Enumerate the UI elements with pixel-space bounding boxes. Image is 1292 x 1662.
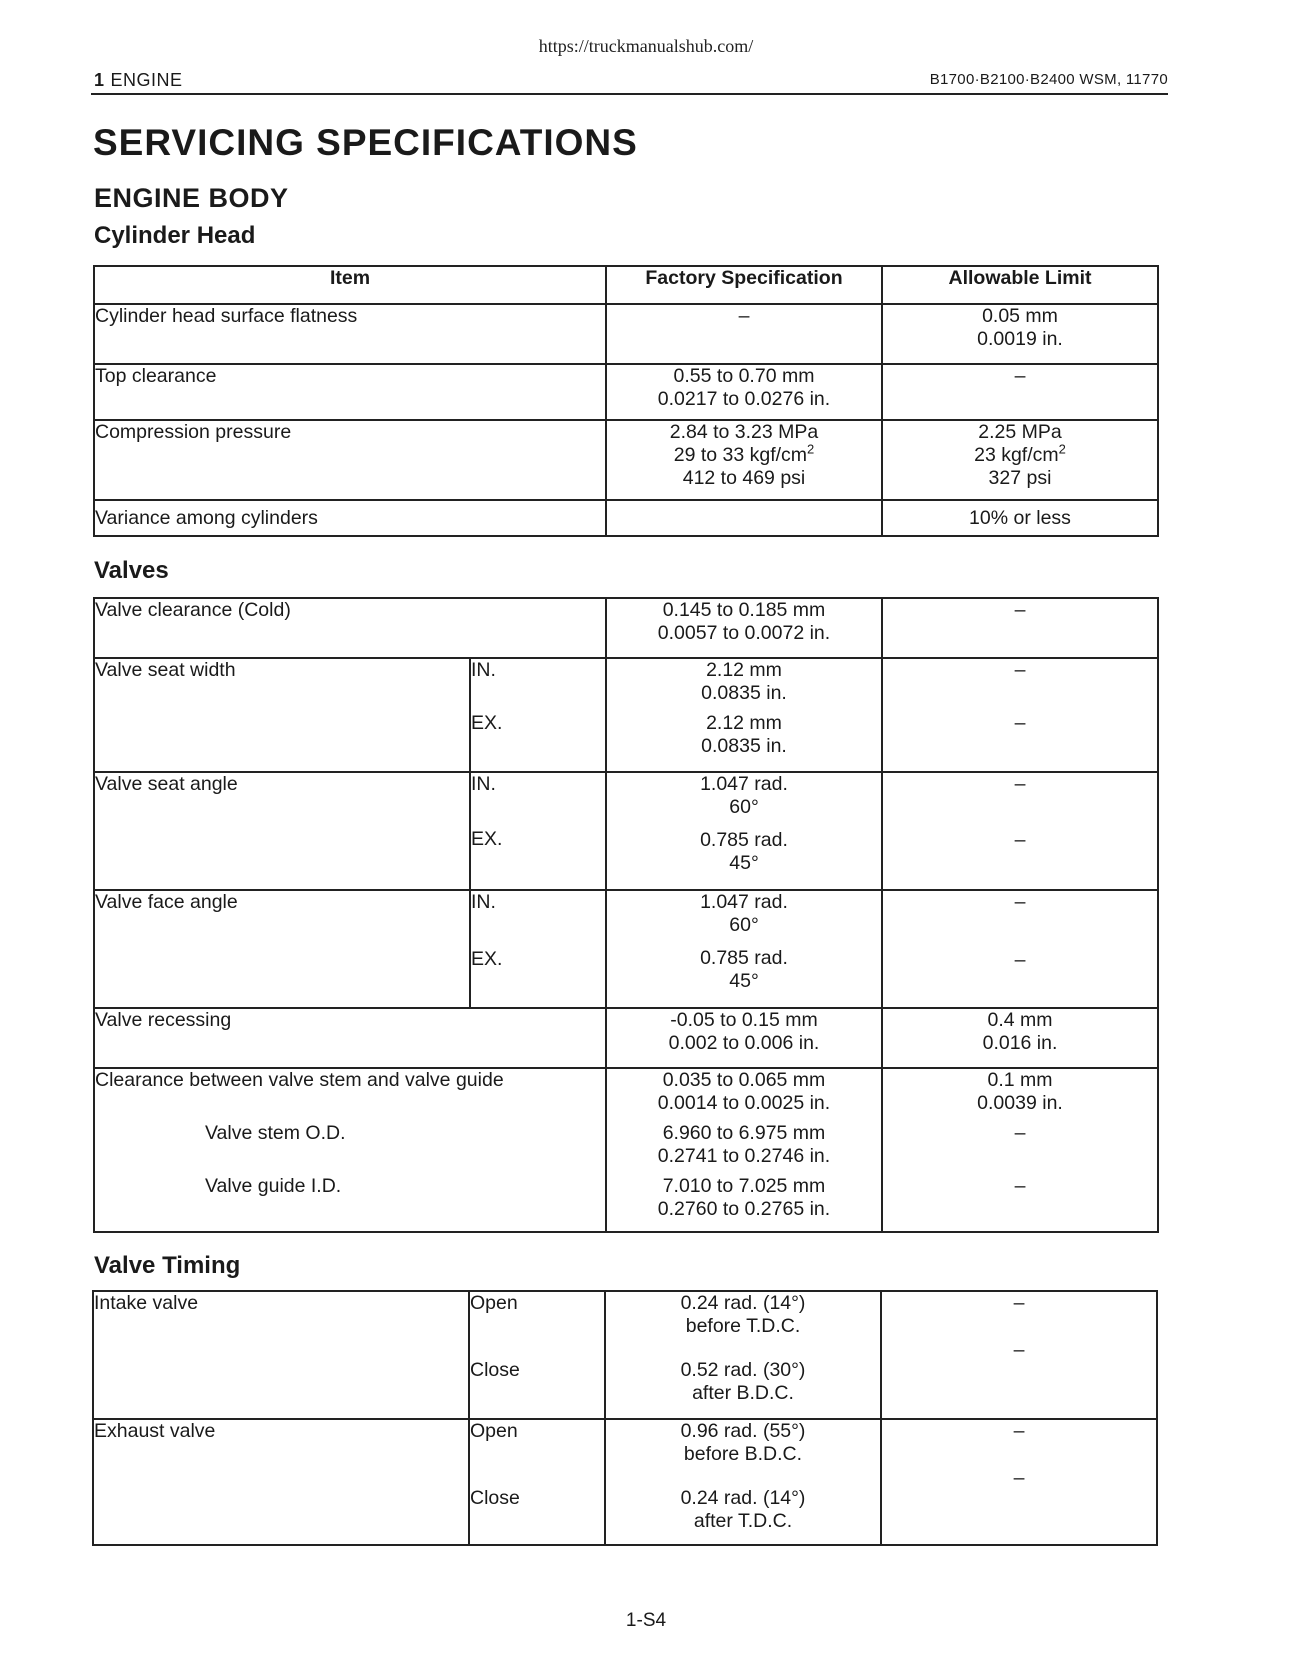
item-cell: Valve clearance (Cold) bbox=[94, 598, 606, 658]
model-label: B1700·B2100·B2400 WSM, 11770 bbox=[929, 71, 1168, 88]
factory-cell: 0.96 rad. (55°) before B.D.C. 0.24 rad. (14°) after T.D.C. bbox=[605, 1419, 881, 1545]
limit-cell: 0.1 mm 0.0039 in. – – bbox=[882, 1068, 1158, 1232]
page-number: 1-S4 bbox=[625, 1610, 667, 1631]
section-label bbox=[94, 70, 183, 91]
stem-guide-label: Clearance between valve stem and valve guide bbox=[95, 1069, 504, 1091]
factory-cell: 2.12 mm 0.0835 in. 2.12 mm 0.0835 in. bbox=[606, 658, 882, 772]
guide-id-label: Valve guide I.D. bbox=[205, 1175, 342, 1197]
section-number: 1 bbox=[94, 70, 105, 90]
item-cell: Compression pressure bbox=[94, 420, 606, 500]
page-title: SERVICING SPECIFICATIONS bbox=[93, 122, 638, 163]
item-cell: Variance among cylinders bbox=[94, 500, 606, 536]
limit-cell: – – bbox=[881, 1291, 1157, 1419]
column-header: Allowable Limit bbox=[882, 266, 1158, 304]
item-cell: Cylinder head surface flatness bbox=[94, 304, 606, 364]
item-cell: Valve face angle bbox=[94, 890, 470, 1008]
cylinder-head-heading: Cylinder Head bbox=[94, 222, 256, 249]
limit-cell: 0.05 mm 0.0019 in. bbox=[882, 304, 1158, 364]
factory-cell: 1.047 rad. 60° 0.785 rad. 45° bbox=[606, 890, 882, 1008]
item-cell: Top clearance bbox=[94, 364, 606, 420]
section-name: ENGINE bbox=[110, 70, 183, 90]
factory-cell: – bbox=[606, 304, 882, 364]
table-header-row bbox=[94, 266, 1158, 304]
valves-heading: Valves bbox=[94, 557, 169, 584]
limit-cell: – bbox=[882, 598, 1158, 658]
side-cell: IN. EX. bbox=[470, 658, 606, 772]
limit-cell: – – bbox=[882, 772, 1158, 890]
valve-timing-table bbox=[92, 1290, 1158, 1546]
factory-cell: 0.145 to 0.185 mm 0.0057 to 0.0072 in. bbox=[606, 598, 882, 658]
table-row bbox=[94, 890, 1158, 1008]
limit-cell: – bbox=[882, 364, 1158, 420]
item-cell: Exhaust valve bbox=[93, 1419, 469, 1545]
limit-cell: – – bbox=[882, 658, 1158, 772]
side-cell: Open Close bbox=[469, 1419, 605, 1545]
table-row bbox=[93, 1419, 1157, 1545]
item-cell: Intake valve bbox=[93, 1291, 469, 1419]
table-row bbox=[94, 364, 1158, 420]
header-rule bbox=[91, 93, 1168, 95]
limit-cell: 10% or less bbox=[882, 500, 1158, 536]
column-header: Item bbox=[94, 266, 606, 304]
item-cell: Valve seat width bbox=[94, 658, 470, 772]
table-row bbox=[94, 304, 1158, 364]
factory-cell bbox=[606, 500, 882, 536]
limit-cell: 0.4 mm 0.016 in. bbox=[882, 1008, 1158, 1068]
factory-cell: 0.55 to 0.70 mm 0.0217 to 0.0276 in. bbox=[606, 364, 882, 420]
factory-cell: -0.05 to 0.15 mm 0.002 to 0.006 in. bbox=[606, 1008, 882, 1068]
item-cell bbox=[94, 1068, 606, 1232]
section-subtitle: ENGINE BODY bbox=[94, 183, 289, 213]
item-cell: Valve recessing bbox=[94, 1008, 606, 1068]
table-row bbox=[94, 500, 1158, 536]
factory-cell: 1.047 rad. 60° 0.785 rad. 45° bbox=[606, 772, 882, 890]
stem-od-label: Valve stem O.D. bbox=[205, 1122, 346, 1144]
table-row bbox=[94, 598, 1158, 658]
side-cell: Open Close bbox=[469, 1291, 605, 1419]
factory-cell: 2.84 to 3.23 MPa 29 to 33 kgf/$cm^2$ 412 to 469 psi bbox=[606, 420, 882, 500]
limit-cell: – – bbox=[881, 1419, 1157, 1545]
table-row bbox=[94, 1008, 1158, 1068]
side-cell: IN. EX. bbox=[470, 772, 606, 890]
source-url[interactable]: https://truckmanualshub.com/ bbox=[538, 36, 754, 56]
limit-cell: – – bbox=[882, 890, 1158, 1008]
factory-cell: 0.035 to 0.065 mm 0.0014 to 0.0025 in. 6.960 to 6.975 mm 0.2741 to 0.2746 in. 7.010 to 7.025 mm 0.2760 to 0.2765 in. bbox=[606, 1068, 882, 1232]
table-row bbox=[94, 1068, 1158, 1232]
side-cell: IN. EX. bbox=[470, 890, 606, 1008]
factory-cell: 0.24 rad. (14°) before T.D.C. 0.52 rad. (30°) after B.D.C. bbox=[605, 1291, 881, 1419]
table-row bbox=[94, 420, 1158, 500]
table-row bbox=[93, 1291, 1157, 1419]
valves-table bbox=[93, 597, 1159, 1233]
cylinder-head-table bbox=[93, 265, 1159, 537]
table-row bbox=[94, 658, 1158, 772]
table-row bbox=[94, 772, 1158, 890]
limit-cell: 2.25 MPa 23 kgf/$cm^2$ 327 psi bbox=[882, 420, 1158, 500]
valve-timing-heading: Valve Timing bbox=[94, 1252, 241, 1279]
column-header: Factory Specification bbox=[606, 266, 882, 304]
item-cell: Valve seat angle bbox=[94, 772, 470, 890]
